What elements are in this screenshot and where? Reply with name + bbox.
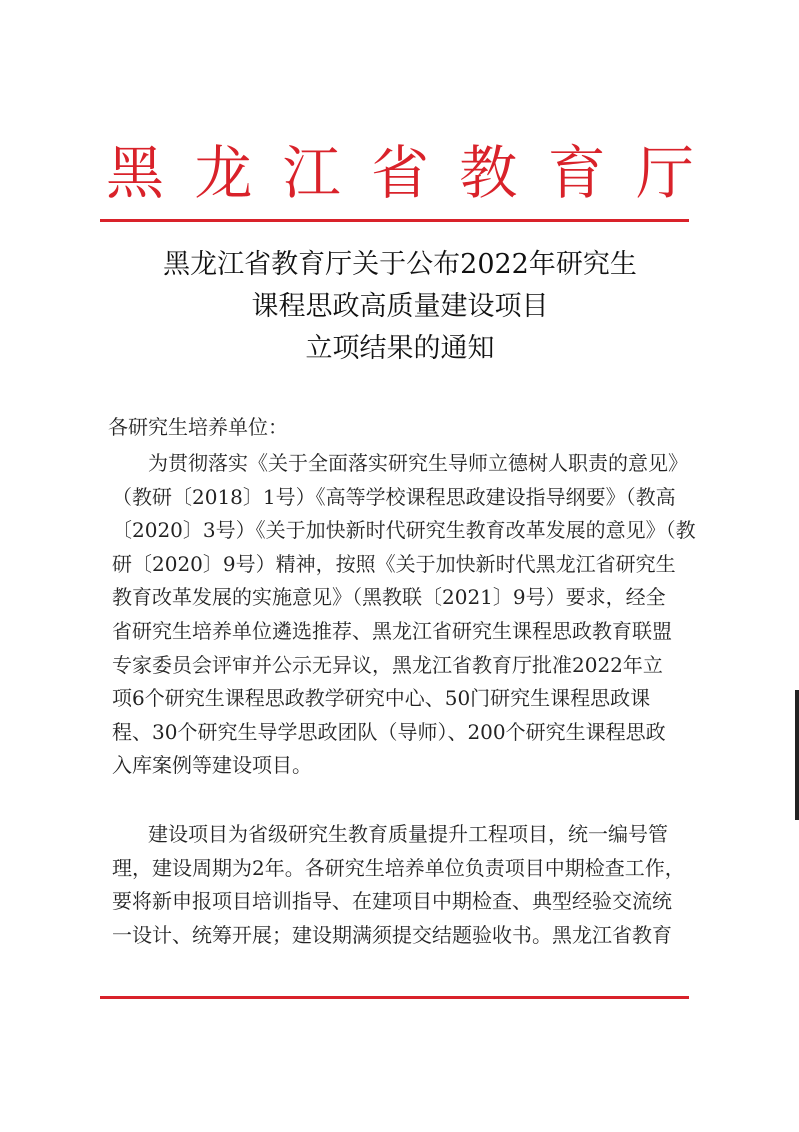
- title-line: 黑龙江省教育厅关于公布2022年研究生: [163, 249, 637, 280]
- document-title: [100, 244, 700, 370]
- paragraph-line: 理，建设周期为2年。各研究生培养单位负责项目中期检查工作，: [112, 855, 685, 880]
- paragraph-line: 教育改革发展的实施意见》（黑教联〔2021〕9号）要求，经全: [112, 585, 666, 610]
- paragraph-line: 程、30个研究生导学思政团队（导师）、200个研究生课程思政: [112, 719, 666, 744]
- letterhead-char: 黑: [105, 139, 164, 207]
- letterhead-char: 厅: [635, 139, 694, 207]
- letterhead: [100, 138, 700, 208]
- letterhead-char: 教: [459, 139, 518, 207]
- letterhead-divider: [100, 219, 689, 222]
- paragraph-line: 一设计、统筹开展；建设期满须提交结题验收书。黑龙江省教育: [112, 922, 672, 947]
- scan-edge-mark: [795, 690, 799, 820]
- paragraph-line: （教研〔2018〕1号）《高等学校课程思政建设指导纲要》（教高: [112, 484, 676, 509]
- footer-divider: [100, 996, 689, 999]
- paragraph-line: 建设项目为省级研究生教育质量提升工程项目，统一编号管: [148, 822, 668, 846]
- paragraph-line: 〔2020〕3号）《关于加快新时代研究生教育改革发展的意见》（教: [112, 518, 696, 543]
- paragraph-line: 研〔2020〕9号）精神，按照《关于加快新时代黑龙江省研究生: [112, 551, 676, 576]
- paragraph-line: 为贯彻落实《关于全面落实研究生导师立德树人职责的意见》: [148, 451, 688, 475]
- paragraph-line: 入库案例等建设项目。: [112, 753, 312, 778]
- letterhead-char: 龙: [194, 139, 253, 207]
- paragraph-line: 项6个研究生课程思政教学研究中心、50门研究生课程思政课: [112, 686, 651, 711]
- letterhead-char: 省: [370, 139, 429, 207]
- body-paragraph-2: [112, 818, 697, 952]
- paragraph-line: 专家委员会评审并公示无异议，黑龙江省教育厅批准2022年立: [112, 652, 663, 677]
- paragraph-line: 省研究生培养单位遴选推荐、黑龙江省研究生课程思政教育联盟: [112, 618, 672, 643]
- letterhead-char: 江: [282, 139, 341, 207]
- salutation: 各研究生培养单位：: [108, 415, 288, 439]
- paragraph-line: 要将新申报项目培训指导、在建项目中期检查、典型经验交流统: [112, 889, 672, 914]
- letterhead-char: 育: [547, 139, 606, 207]
- body-paragraph-1: [112, 447, 697, 783]
- title-line: 课程思政高质量建设项目: [251, 291, 549, 322]
- title-line: 立项结果的通知: [305, 333, 495, 364]
